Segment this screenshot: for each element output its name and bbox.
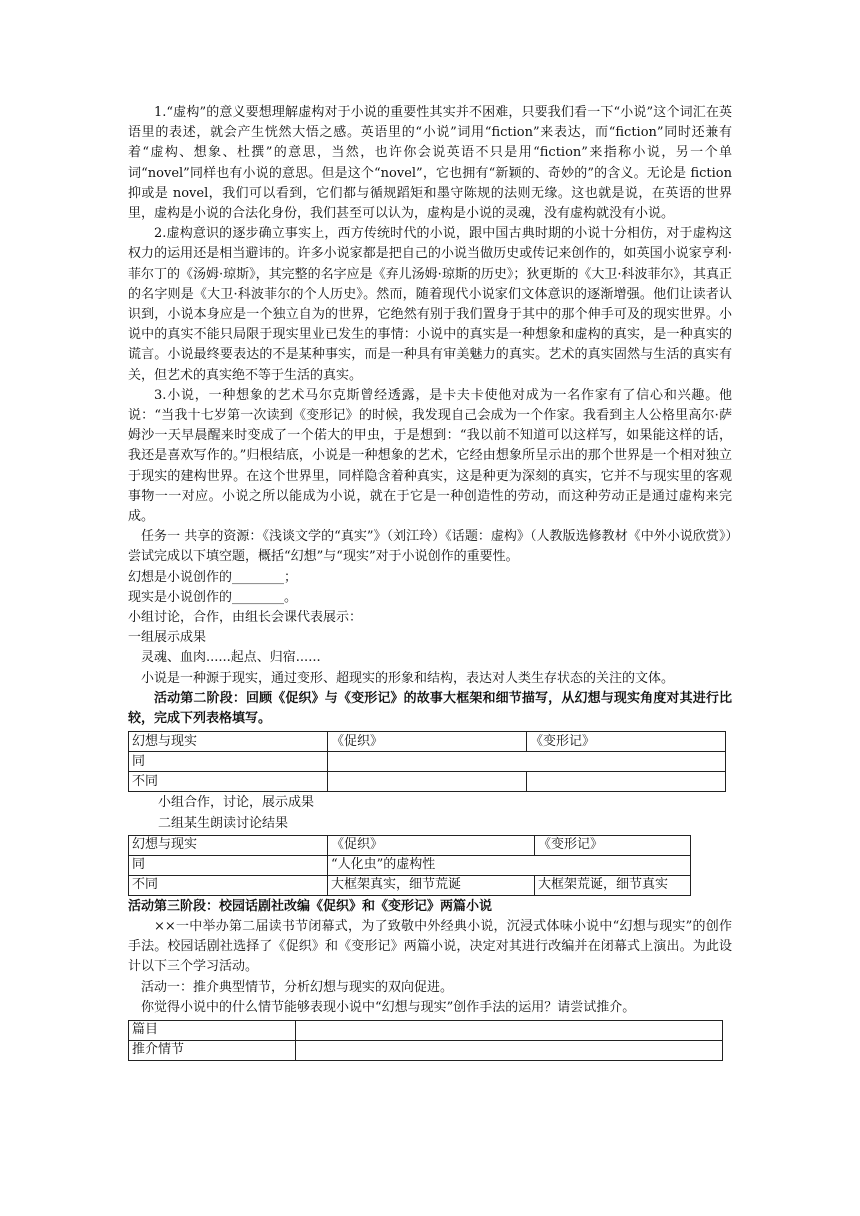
table-cell-empty[interactable] <box>296 1040 723 1060</box>
stage-three-heading: 活动第三阶段：校园话剧社改编《促织》和《变形记》两篇小说 <box>128 898 493 914</box>
table-row-label: 篇目 <box>129 1020 296 1040</box>
table-header-cell: 《变形记》 <box>527 732 726 752</box>
event-description: ××一中举办第二届读书节闭幕式，为了致敬中外经典小说，沉浸式体味小说中“幻想与现实”的创作手法。校园话剧社选择了《促织》和《变形记》两篇小说，决定对其进行改编并在闭幕式上演出。为此设计以下三个学习活动。 <box>128 918 732 975</box>
table-row-label: 推介情节 <box>129 1040 296 1060</box>
table-cell: 大框架荒诞，细节真实 <box>535 875 691 895</box>
group-one-heading: 一组展示成果 <box>128 630 207 646</box>
paragraph-imagination-art: 3.小说，一种想象的艺术马尔克斯曾经透露，是卡夫卡使他对成为一名作家有了信心和兴趣。他说：“当我十七岁第一次读到《变形记》的时候，我发现自己会成为一个作家。我看到主人公格里高尔·萨姆沙一天早晨醒来时变成了一个偌大的甲虫，于是想到：“我以前不知道可以这样写，如果能这样的话，我还是喜欢写作的。”归根结底，小说是一种想象的艺术，它经由想象所呈示出的那个世界是一个相对独立于现实的建构世界。在这个世界里，同样隐含着种真实，这是种更为深刻的真实，它并不与现实里的客观事物一一对应。小说之所以能成为小说，就在于它是一种创造性的劳动，而这种劳动正是通过虚构来完成。 <box>128 387 732 525</box>
table-row-label: 同 <box>129 855 328 875</box>
table-cell-empty[interactable] <box>296 1020 723 1040</box>
table-row-label: 不同 <box>129 772 328 792</box>
table-header-cell: 《促织》 <box>328 835 535 855</box>
table-row <box>129 855 691 875</box>
group-discussion-text: 小组讨论，合作，由组长会课代表展示： <box>128 610 363 626</box>
group-two-heading: 二组某生朗读讨论结果 <box>158 815 289 831</box>
table-header-cell: 幻想与现实 <box>129 732 328 752</box>
group-one-definition: 小说是一种源于现实，通过变形、超现实的形象和结构，表达对人类生存状态的关注的文体。 <box>141 670 675 686</box>
table-cell: “人化虫”的虚构性 <box>328 855 691 875</box>
table-row <box>129 732 726 752</box>
table-header-cell: 幻想与现实 <box>129 835 328 855</box>
comparison-table-filled <box>128 835 691 896</box>
fill-blank-reality: 现实是小说创作的________。 <box>128 589 298 605</box>
table-row <box>129 1040 723 1060</box>
fill-blank-fantasy: 幻想是小说创作的________； <box>128 569 298 585</box>
table-row <box>129 1020 723 1040</box>
table-row <box>129 875 691 895</box>
table-row <box>129 772 726 792</box>
paragraph-fiction-awareness: 2.虚构意识的逐步确立事实上，西方传统时代的小说，跟中国古典时期的小说十分相仿，对于虚构这权力的运用还是相当避讳的。许多小说家都是把自己的小说当做历史或传记来创作的，如英国小说家亨利·菲尔丁的《汤姆·琼斯》，其完整的名字应是《弃儿汤姆·琼斯的历史》；狄更斯的《大卫·科波菲尔》，其真正的名字则是《大卫·科波菲尔的个人历史》。然而，随着现代小说家们文体意识的逐渐增强。他们让读者认识到，小说本身应是一个独立自为的世界，它绝然有别于我们置身于其中的那个伸手可及的现实世界。小说中的真实不能只局限于现实里业已发生的事情：小说中的真实是一种想象和虚构的真实，是一种真实的谎言。小说最终要表达的不是某种事实，而是一种具有审美魅力的真实。艺术的真实固然与生活的真实有关，但艺术的真实绝不等于生活的真实。 <box>128 226 732 383</box>
activity-one-question: 你觉得小说中的什么情节能够表现小说中“幻想与现实”创作手法的运用？请尝试推介。 <box>141 999 636 1015</box>
table-header-cell: 《促织》 <box>328 732 527 752</box>
document-body <box>128 103 732 1061</box>
stage-two-heading: 活动第二阶段：回顾《促织》与《变形记》的故事大框架和细节描写，从幻想与现实角度对其进行比较，完成下列表格填写。 <box>128 690 732 727</box>
table-cell-empty[interactable] <box>527 772 726 792</box>
cooperation-text: 小组合作，讨论，展示成果 <box>158 795 315 811</box>
recommendation-table <box>128 1020 723 1061</box>
table-cell: 大框架真实，细节荒诞 <box>328 875 535 895</box>
table-header-cell: 《变形记》 <box>535 835 691 855</box>
activity-one-heading: 活动一：推介典型情节，分析幻想与现实的双向促进。 <box>141 979 454 995</box>
table-row-label: 同 <box>129 752 328 772</box>
table-row <box>129 752 726 772</box>
comparison-table-blank <box>128 731 726 792</box>
table-cell-empty[interactable] <box>328 752 726 772</box>
table-row-label: 不同 <box>129 875 328 895</box>
table-cell-empty[interactable] <box>328 772 527 792</box>
task-one-text: 任务一 共享的资源：《浅谈文学的“真实”》（刘江玲）《话题：虚构》（人教版选修教材《中外小说欣赏》）尝试完成以下填空题，概括“幻想”与“现实”对于小说创作的重要性。 <box>128 529 732 565</box>
group-one-keywords: 灵魂、血肉......起点、归宿...... <box>141 650 321 666</box>
table-row <box>129 835 691 855</box>
paragraph-fiction-meaning: 1.“虚构”的意义要想理解虚构对于小说的重要性其实并不困难，只要我们看一下“小说”这个词汇在英语里的表述，就会产生恍然大悟之感。英语里的“小说”词用“fiction”来表达，而“fiction”同时还兼有着“虚构、想象、杜撰”的意思，当然，也许你会说英语不只是用“fiction”来指称小说，另一个单词“novel”同样也有小说的意思。但是这个“novel”，它也拥有“新颖的、奇妙的”的含义。无论是 fiction 抑或是 novel，我们可以看到，它们都与循规蹈矩和墨守陈规的法则无缘。这也就是说，在英语的世界里，虚构是小说的合法化身份，我们甚至可以认为，虚构是小说的灵魂，没有虚构就没有小说。 <box>128 105 732 222</box>
